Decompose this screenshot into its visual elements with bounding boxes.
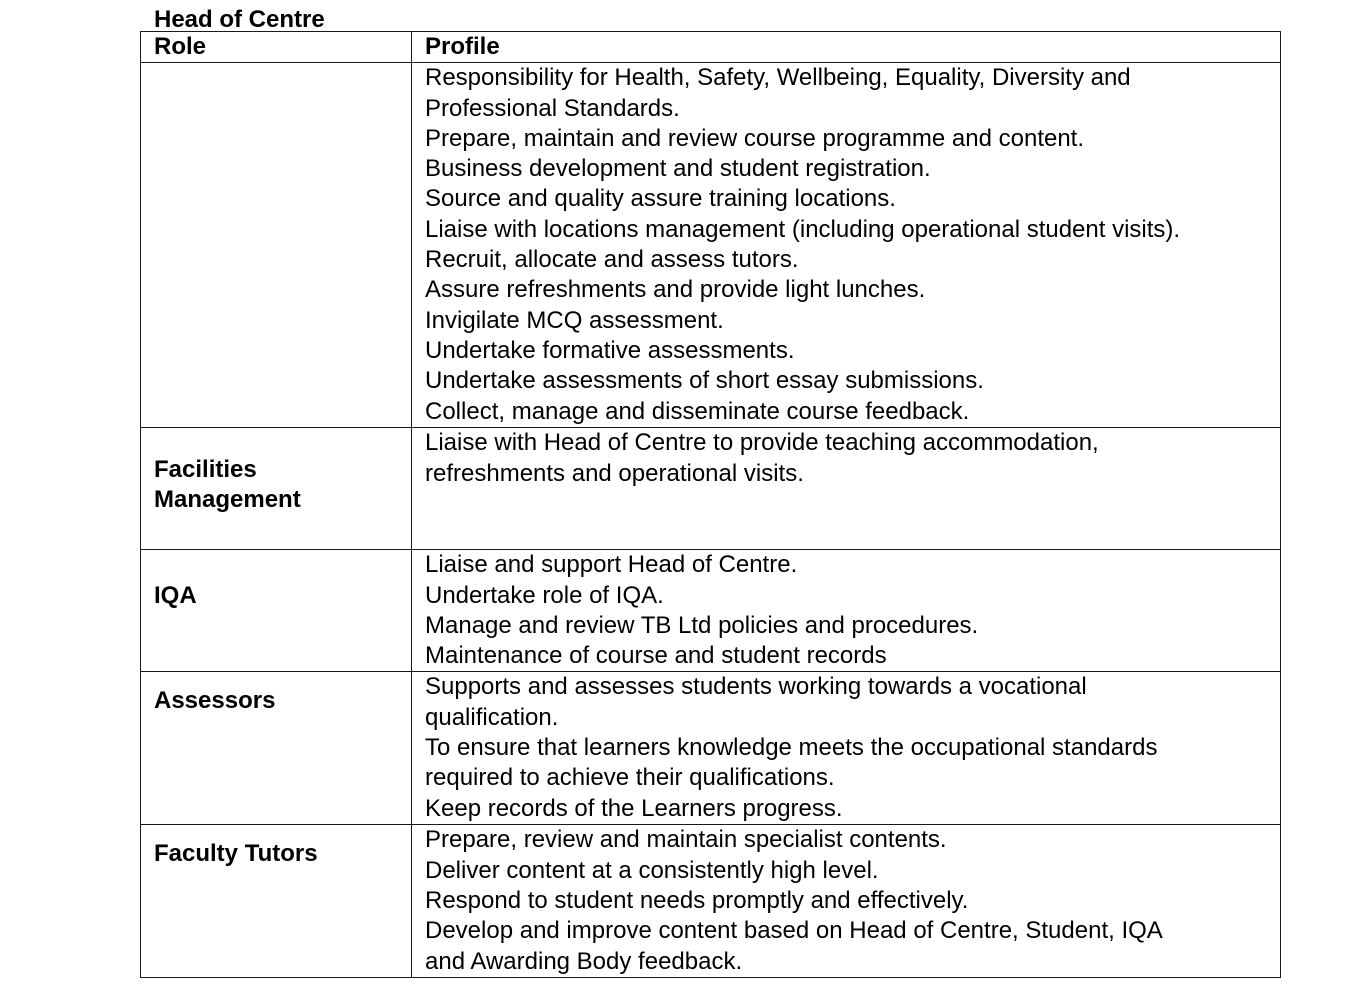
profile-line: Manage and review TB Ltd policies and procedures.	[425, 611, 979, 639]
profile-line: Liaise and support Head of Centre.	[425, 551, 798, 579]
profile-cell	[412, 63, 1281, 428]
profile-line: required to achieve their qualifications.	[425, 764, 835, 792]
roles-table	[140, 6, 1281, 978]
profile-line: and Awarding Body feedback.	[425, 947, 743, 975]
profile-line: qualification.	[425, 703, 559, 731]
profile-line: Maintenance of course and student records	[425, 642, 887, 670]
profile-line: Recruit, allocate and assess tutors.	[425, 246, 799, 274]
profile-line: Keep records of the Learners progress.	[425, 794, 843, 822]
profile-line: Undertake formative assessments.	[425, 336, 795, 364]
profile-line: Source and quality assure training locations.	[425, 185, 896, 213]
profile-line: Deliver content at a consistently high level.	[425, 856, 879, 884]
profile-line: Liaise with locations management (including operational student visits).	[425, 215, 1181, 243]
role-label: Faculty Tutors	[154, 840, 318, 868]
table-row	[141, 550, 1281, 672]
profile-line: refreshments and operational visits.	[425, 459, 804, 487]
profile-line: Prepare, maintain and review course programme and content.	[425, 124, 1085, 152]
role-cell	[141, 825, 412, 978]
profile-line: Undertake role of IQA.	[425, 581, 664, 609]
role-label: IQA	[154, 581, 197, 609]
profile-line: Assure refreshments and provide light lunches.	[425, 276, 926, 304]
table-row	[141, 825, 1281, 978]
profile-cell	[412, 550, 1281, 672]
table-row	[141, 63, 1281, 428]
profile-line: Invigilate MCQ assessment.	[425, 306, 724, 334]
role-cell	[141, 550, 412, 672]
profile-line: Develop and improve content based on Head of Centre, Student, IQA	[425, 917, 1163, 945]
role-label: Head of Centre	[154, 6, 325, 34]
role-cell	[141, 672, 412, 825]
profile-line: Prepare, review and maintain specialist contents.	[425, 826, 947, 854]
table-header-row	[141, 32, 1281, 63]
profile-line: Responsibility for Health, Safety, Wellbeing, Equality, Diversity and	[425, 64, 1131, 92]
profile-line: Supports and assesses students working towards a vocational	[425, 673, 1087, 701]
profile-cell	[412, 672, 1281, 825]
profile-line: Collect, manage and disseminate course feedback.	[425, 397, 970, 425]
table-row	[141, 672, 1281, 825]
role-label: Facilities Management	[154, 455, 301, 513]
header-profile: Profile	[412, 32, 1281, 63]
profile-cell	[412, 825, 1281, 978]
profile-line: Respond to student needs promptly and effectively.	[425, 887, 969, 915]
profile-line: Professional Standards.	[425, 94, 680, 122]
profile-line: To ensure that learners knowledge meets the occupational standards	[425, 734, 1158, 762]
profile-line: Business development and student registration.	[425, 155, 931, 183]
role-label: Assessors	[154, 687, 276, 715]
profile-line: Undertake assessments of short essay submissions.	[425, 367, 984, 395]
header-role: Role	[141, 32, 412, 63]
profile-line: Liaise with Head of Centre to provide teaching accommodation,	[425, 429, 1099, 457]
profile-cell	[412, 428, 1281, 550]
table-row	[141, 428, 1281, 550]
role-cell	[141, 428, 412, 550]
